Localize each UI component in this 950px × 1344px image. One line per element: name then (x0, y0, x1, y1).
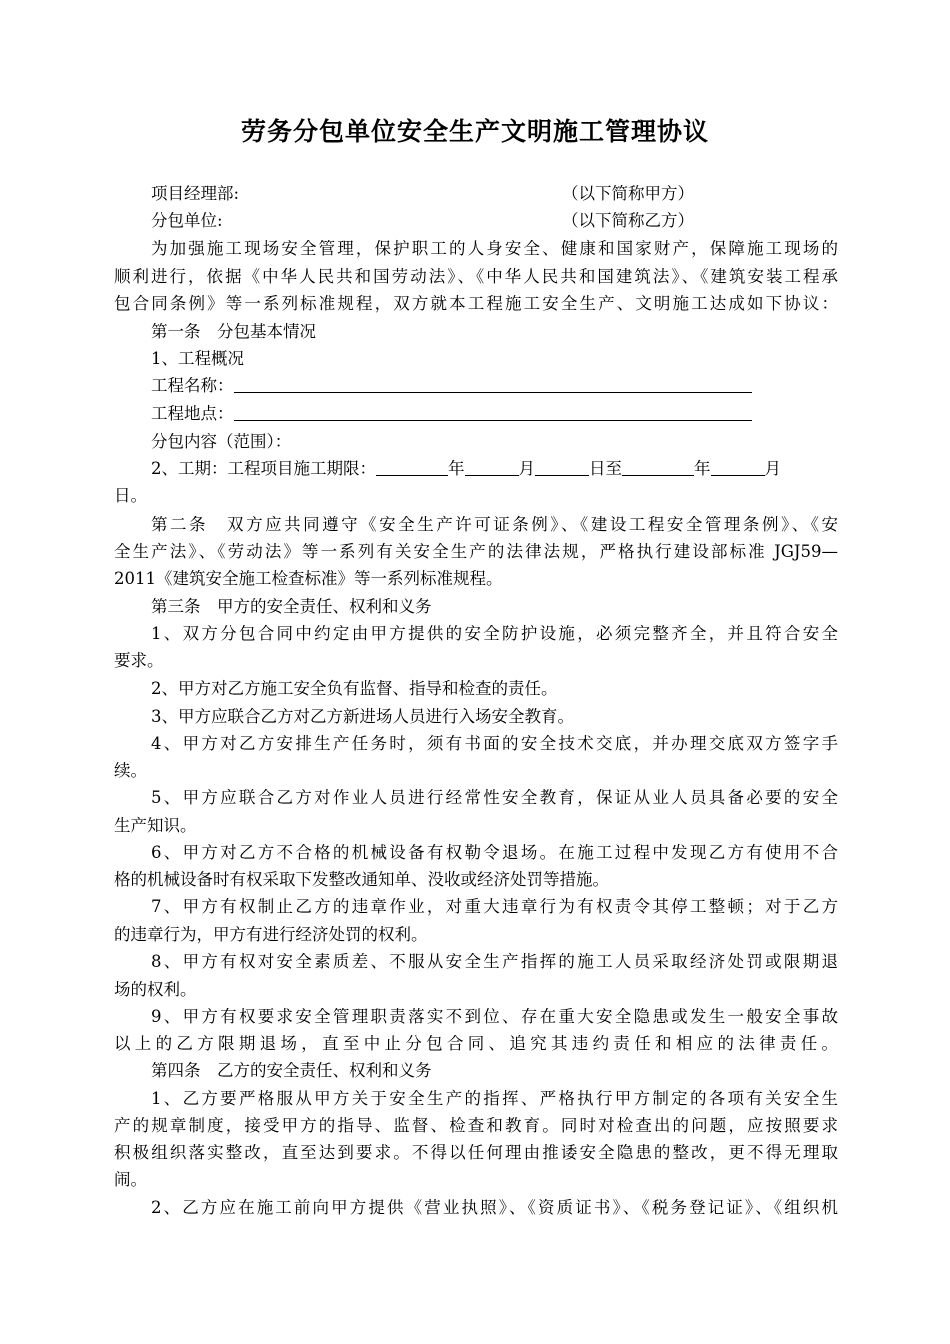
day-to-label: 日至 (589, 459, 622, 478)
party-a-label: 项目经理部: (151, 184, 240, 203)
article-3-line: 9、甲方有权要求安全管理职责落实不到位、存在重大安全隐患或发生一般安全事故 (151, 1007, 838, 1026)
article-3-line: 7、甲方有权制止乙方的违章作业，对重大违章行为有权责令其停工整顿；对于乙方 (151, 897, 838, 916)
intro-line-2: 顺利进行，依据《中华人民共和国劳动法》、《中华人民共和国建筑法》、《建筑安装工程承 (114, 267, 838, 286)
article-2-line-2: 全生产法》、《劳动法》等一系列有关安全生产的法律法规，严格执行建设部标准 JGJ59— (114, 542, 838, 561)
article-3-line: 要求。 (114, 651, 164, 670)
period-line (114, 455, 838, 482)
intro-line-3: 包合同条例》等一系列标准规程，双方就本工程施工安全生产、文明施工达成如下协议： (114, 294, 838, 313)
year-blank (376, 457, 448, 476)
article-2-line-3: 2011《建筑安全施工检查标准》等一系列标准规程。 (114, 569, 503, 588)
article-4-heading: 第四条 乙方的安全责任、权利和义务 (151, 1061, 432, 1080)
article-4-line: 产的规章制度，接受甲方的指导、监督、检查和教育。同时对检查出的问题，应按照要求 (114, 1116, 838, 1135)
project-name-line (114, 372, 838, 399)
article-3-line: 场的权利。 (114, 980, 197, 999)
project-name-blank (234, 374, 752, 393)
article-3-line: 8、甲方有权对安全素质差、不服从安全生产指挥的施工人员采取经济处罚或限期退 (151, 952, 838, 971)
article-3-line: 1、双方分包合同中约定由甲方提供的安全防护设施，必须完整齐全，并且符合安全 (151, 624, 838, 643)
party-b-label: 分包单位: (151, 211, 223, 230)
article-1-item-1: 1、工程概况 (151, 349, 244, 368)
project-site-blank (234, 402, 752, 421)
document-title: 劳务分包单位安全生产文明施工管理协议 (240, 117, 709, 146)
party-a-note: （以下简称甲方） (562, 184, 694, 203)
month2-blank (711, 457, 765, 476)
article-3-line: 4、甲方对乙方安排生产任务时，须有书面的安全技术交底，并办理交底双方签字手 (151, 734, 838, 753)
article-3-line: 的违章行为，甲方有进行经济处罚的权利。 (114, 925, 428, 944)
article-4-line: 2、乙方应在施工前向甲方提供《营业执照》、《资质证书》、《税务登记证》、《组织机 (151, 1198, 838, 1217)
month-blank (465, 457, 519, 476)
article-4-line: 积极组织落实整改，直至达到要求。不得以任何理由推诿安全隐患的整改，更不得无理取 (114, 1143, 838, 1162)
article-2-line-1: 第二条 双方应共同遵守《安全生产许可证条例》、《建设工程安全管理条例》、《安 (151, 515, 838, 534)
article-3-line: 3、甲方应联合乙方对乙方新进场人员进行入场安全教育。 (151, 707, 574, 726)
project-site-label: 工程地点： (151, 404, 234, 423)
article-3-line: 6、甲方对乙方不合格的机械设备有权勒令退场。在施工过程中发现乙方有使用不合 (151, 843, 838, 862)
year2-blank (622, 457, 694, 476)
day-blank (535, 457, 589, 476)
article-3-line: 续。 (114, 761, 147, 780)
intro-line-1: 为加强施工现场安全管理，保护职工的人身安全、健康和国家财产，保障施工现场的 (151, 239, 838, 258)
scope-line: 分包内容（范围）： (151, 432, 292, 451)
article-4-line: 1、乙方要严格服从甲方关于安全生产的指挥、严格执行甲方制定的各项有关安全生 (151, 1089, 838, 1108)
month2-label: 月 (764, 459, 781, 478)
year2-label: 年 (694, 459, 711, 478)
article-3-line: 5、甲方应联合乙方对作业人员进行经常性安全教育，保证从业人员具备必要的安全 (151, 788, 838, 807)
article-3-line: 以上的乙方限期退场，直至中止分包合同、追究其违约责任和相应的法律责任。 (114, 1034, 838, 1053)
article-4-line: 闹。 (114, 1170, 147, 1189)
year-label: 年 (448, 459, 465, 478)
article-3-line: 生产知识。 (114, 816, 197, 835)
party-a-line (114, 180, 838, 207)
period-prefix: 2、工期：工程项目施工期限： (151, 459, 376, 478)
project-site-line (114, 400, 838, 427)
party-b-line (114, 207, 838, 234)
article-3-line: 2、甲方对乙方施工安全负有监督、指导和检查的责任。 (151, 679, 558, 698)
period-end: 日。 (114, 486, 147, 505)
article-3-line: 格的机械设备时有权采取下发整改通知单、没收或经济处罚等措施。 (114, 870, 609, 889)
article-3-heading: 第三条 甲方的安全责任、权利和义务 (151, 597, 432, 616)
article-1-heading: 第一条 分包基本情况 (151, 322, 316, 341)
project-name-label: 工程名称： (151, 376, 234, 395)
party-b-note: （以下简称乙方） (562, 211, 694, 230)
month-label: 月 (518, 459, 535, 478)
